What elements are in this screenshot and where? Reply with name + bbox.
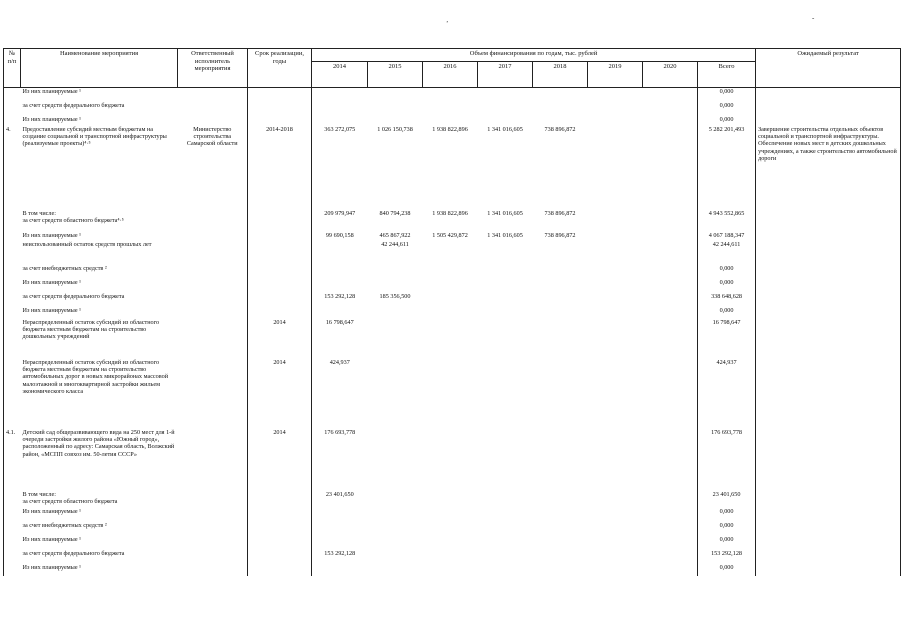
header-year-2016: 2016 [423,62,478,88]
header-year-2014: 2014 [312,62,368,88]
row-year-value: 153 292,128 [312,550,368,564]
row-year-value [478,536,533,550]
row-expected-result [756,522,901,536]
row-year-value [588,550,643,564]
row-year-value: 1 341 016,605 [487,125,523,133]
row-year-value [368,279,423,293]
row-year-value [368,265,423,279]
table-header [4,49,901,88]
table-row [4,508,901,522]
row-year-value [312,564,368,576]
row-year-value [533,508,588,522]
row-executor [178,279,248,293]
header-year-2020: 2020 [643,62,698,88]
row-expected-result [756,232,901,241]
row-year-value [533,564,588,576]
row-year-value [478,522,533,536]
table-row [4,210,901,232]
row-year-value [312,279,368,293]
row-executor [178,232,248,241]
row-total-value: 0,000 [698,116,756,126]
row-number [4,550,21,564]
row-year-value [588,88,643,102]
row-term [248,522,312,536]
row-term [248,116,312,126]
row-number [4,508,21,522]
row-year-value: 209 979,947 [312,210,368,232]
row-activity-name: Из них планируемые ¹ [22,535,81,543]
row-year-value [423,307,478,319]
table-row [4,116,901,126]
table-row [4,307,901,319]
row-year-value: 1 026 150,738 [377,125,413,133]
row-activity-name: В том числе: за счет средств областного бюджета⁴·⁵ [22,209,124,224]
row-year-value [478,359,533,429]
row-activity-name: Из них планируемые ¹ [22,88,81,95]
row-number [4,88,21,102]
row-year-value [478,293,533,307]
row-executor [178,359,248,429]
row-year-value [643,293,698,307]
row-expected-result [756,359,901,429]
row-year-value [643,319,698,359]
row-activity-name: за счет средств федерального бюджета [22,101,125,109]
row-year-value [643,307,698,319]
row-year-value [368,522,423,536]
row-activity-name: за счет средств федерального бюджета [22,292,125,300]
row-year-value [423,88,478,102]
row-executor [178,508,248,522]
row-year-value [368,536,423,550]
row-year-value [423,279,478,293]
row-year-value [312,265,368,279]
row-number: 4. [4,126,21,210]
row-number [4,265,21,279]
row-term: 2014 [248,429,312,491]
row-expected-result [756,491,901,508]
row-year-value [368,508,423,522]
row-year-value [423,359,478,429]
row-year-value: 424,937 [312,359,368,429]
row-expected-result [756,293,901,307]
table-row [4,293,901,307]
row-year-value [588,429,643,491]
header-term: Срок реализации, годы [248,49,312,88]
row-year-value [478,307,533,319]
row-number: 4.1. [4,429,21,491]
row-year-value [423,429,478,491]
row-year-value [478,116,533,126]
header-year-2019: 2019 [588,62,643,88]
row-total-value: 0,000 [698,564,756,576]
row-expected-result [756,536,901,550]
row-year-value [533,536,588,550]
row-year-value [588,102,643,116]
row-year-value [368,116,423,126]
row-term [248,279,312,293]
row-number [4,319,21,359]
row-year-value [478,319,533,359]
row-activity-name: В том числе: за счет средств областного бюджета [22,490,118,505]
row-year-value [368,102,423,116]
row-year-value [643,116,698,126]
row-year-value [312,116,368,126]
row-term: 2014-2018 [248,126,312,210]
row-year-value: 23 401,650 [312,491,368,508]
page-mark: ’ [446,20,449,28]
row-year-value [533,88,588,102]
row-executor [178,522,248,536]
row-year-value [533,429,588,491]
row-year-value: 1 341 016,605 [487,209,523,217]
row-total-value: 42 244,611 [698,241,756,265]
table-row [4,564,901,576]
row-year-value: 42 244,611 [381,240,409,248]
row-executor [178,491,248,508]
row-year-value [533,102,588,116]
row-activity-name: Из них планируемые ¹ [22,278,81,286]
row-executor [178,429,248,491]
row-total-value: 176 693,778 [698,429,756,491]
row-total-value: 0,000 [698,307,756,319]
table-row [4,491,901,508]
row-total-value: 0,000 [698,279,756,293]
row-year-value [312,522,368,536]
table-row [4,550,901,564]
row-year-value [478,241,533,265]
table-row [4,279,901,293]
row-year-value: 1 938 822,896 [432,209,468,217]
row-year-value [423,116,478,126]
row-year-value [423,491,478,508]
row-year-value [643,564,698,576]
table-row [4,126,901,210]
row-year-value: 363 272,075 [312,126,368,210]
row-expected-result [756,102,901,116]
row-year-value [643,491,698,508]
table-body [4,88,901,576]
row-number [4,307,21,319]
row-expected-result [756,307,901,319]
row-year-value: 16 798,647 [312,319,368,359]
row-total-value: 4 943 552,865 [698,210,756,232]
row-term [248,508,312,522]
header-funding: Объем финансирования по годам, тыс. рублей [312,49,756,62]
row-activity-name: Детский сад общеразвивающего вида на 250 мест для 1-й очереди застройки жилого района «Южный город», расположенный по адресу: Самарская область, Волжский район, «МСПП совхоз им. 50-летия СССР» [22,428,175,458]
row-year-value [368,491,423,508]
row-executor [178,550,248,564]
row-year-value [588,293,643,307]
row-executor [178,88,248,102]
row-expected-result: Завершение строительства отдельных объектов социальной и транспортной инфраструктуры. Обеспечение новых мест в детских дошкольных учреждениях, а также строительство автомобильной дороги [756,126,901,210]
row-expected-result [756,564,901,576]
row-activity-name: Из них планируемые ¹ [22,563,81,571]
row-activity-name: Из них планируемые ¹ [22,231,81,239]
row-total-value: 153 292,128 [698,550,756,564]
header-result: Ожидаемый результат [756,49,901,88]
header-num: № п/п [4,49,21,88]
row-number [4,522,21,536]
row-year-value [423,536,478,550]
row-year-value [588,522,643,536]
header-year-2015: 2015 [368,62,423,88]
row-year-value [533,241,588,265]
row-year-value [643,126,698,210]
funding-table [3,48,901,576]
row-activity-name: за счет внебюджетных средств ² [22,521,107,529]
row-activity-name: неиспользованный остаток средств прошлых лет [22,240,152,248]
row-year-value [423,293,478,307]
row-activity-name: Нераспределенный остаток субсидий из областного бюджета местным бюджетам на строительство дошкольных учреждений [22,318,160,341]
row-year-value [643,536,698,550]
row-year-value: 1 938 822,896 [432,125,468,133]
row-expected-result [756,210,901,232]
row-activity-name: Из них планируемые ¹ [22,115,81,123]
row-activity-name: Предоставление субсидий местным бюджетам на создание социальной и транспортной инфраструктуры (реализуемые проекты)⁴·⁵ [22,125,167,148]
row-expected-result [756,279,901,293]
row-number [4,241,21,265]
row-executor [178,293,248,307]
row-year-value [423,564,478,576]
header-year-2017: 2017 [478,62,533,88]
row-year-value: 176 693,778 [312,429,368,491]
row-year-value [312,508,368,522]
row-year-value [533,265,588,279]
row-year-value [643,279,698,293]
table-row [4,429,901,491]
row-year-value: 153 292,128 [312,293,368,307]
row-year-value [588,265,643,279]
row-total-value: 0,000 [698,522,756,536]
table-row [4,241,901,265]
row-year-value: 185 356,500 [379,292,411,300]
row-year-value [643,359,698,429]
row-term [248,564,312,576]
table-row [4,319,901,359]
row-term [248,102,312,116]
header-total: Всего [698,62,756,88]
row-year-value [533,359,588,429]
row-year-value [312,88,368,102]
row-number [4,232,21,241]
row-total-value: 5 282 201,493 [698,126,756,210]
row-year-value [478,491,533,508]
row-expected-result [756,241,901,265]
row-executor [178,265,248,279]
row-year-value [588,536,643,550]
row-year-value [643,265,698,279]
row-year-value [533,550,588,564]
row-year-value [368,88,423,102]
row-number [4,564,21,576]
row-year-value [588,359,643,429]
row-expected-result [756,550,901,564]
row-year-value: 840 794,238 [379,209,411,217]
row-term [248,550,312,564]
row-activity-name: Нераспределенный остаток субсидий из областного бюджета местным бюджетам на строительство автомобильных дорог в новых микрорайонах массовой малоэтажной и многоквартирной застройки жильем экономического класса [22,358,169,396]
row-executor [178,210,248,232]
table-row [4,359,901,429]
row-number [4,536,21,550]
row-year-value [423,508,478,522]
row-year-value [368,319,423,359]
row-executor [178,307,248,319]
row-executor [178,241,248,265]
row-number [4,102,21,116]
table-row [4,232,901,241]
row-term [248,88,312,102]
row-year-value [478,429,533,491]
row-year-value: 1 505 429,872 [432,231,468,239]
row-year-value [478,508,533,522]
row-year-value [643,522,698,536]
row-term [248,210,312,232]
row-total-value: 23 401,650 [698,491,756,508]
row-total-value: 338 648,628 [698,293,756,307]
row-year-value [368,307,423,319]
row-executor: Министерство строительства Самарской области [186,125,238,148]
row-year-value [312,536,368,550]
row-activity-name: за счет средств федерального бюджета [22,549,125,557]
row-year-value [643,508,698,522]
row-year-value [643,429,698,491]
row-year-value [533,307,588,319]
row-activity-name: за счет внебюджетных средств ² [22,264,107,272]
row-year-value [478,88,533,102]
row-expected-result [756,116,901,126]
row-term [248,232,312,241]
row-year-value [478,550,533,564]
row-executor [178,116,248,126]
row-executor [178,536,248,550]
row-number [4,116,21,126]
row-year-value [588,116,643,126]
row-total-value: 16 798,647 [698,319,756,359]
row-year-value [312,102,368,116]
table-row [4,522,901,536]
row-expected-result [756,429,901,491]
row-year-value [423,319,478,359]
row-year-value [588,307,643,319]
row-year-value [533,116,588,126]
row-term: 2014 [248,359,312,429]
row-year-value [312,241,368,265]
row-year-value [368,429,423,491]
row-year-value [588,564,643,576]
row-total-value: 0,000 [698,536,756,550]
row-executor [178,564,248,576]
row-year-value [423,522,478,536]
row-year-value: 1 341 016,605 [487,231,523,239]
row-year-value [643,210,698,232]
row-year-value [533,293,588,307]
row-year-value: 738 896,872 [544,125,576,133]
row-year-value: 465 867,922 [379,231,411,239]
row-year-value [588,126,643,210]
row-year-value [533,319,588,359]
header-executor: Ответственный исполнитель мероприятия [178,49,248,88]
row-year-value [643,550,698,564]
row-year-value [643,232,698,241]
row-term [248,307,312,319]
row-year-value [423,550,478,564]
row-term [248,491,312,508]
row-total-value: 424,937 [698,359,756,429]
row-year-value [368,550,423,564]
table-row [4,536,901,550]
row-year-value [423,241,478,265]
row-year-value [588,319,643,359]
row-year-value: 738 896,872 [544,231,576,239]
row-number [4,491,21,508]
row-year-value [533,491,588,508]
row-term [248,265,312,279]
row-year-value [643,102,698,116]
row-year-value [368,359,423,429]
header-name: Наименование мероприятия [21,49,178,88]
row-year-value [312,307,368,319]
row-total-value: 4 067 188,347 [698,232,756,241]
row-total-value: 0,000 [698,102,756,116]
row-year-value [588,279,643,293]
corner-mark: - [812,14,815,22]
row-total-value: 0,000 [698,88,756,102]
row-total-value: 0,000 [698,265,756,279]
row-year-value [423,102,478,116]
row-year-value [588,232,643,241]
row-year-value [533,522,588,536]
table-row [4,265,901,279]
row-year-value [478,265,533,279]
row-number [4,279,21,293]
table-row [4,102,901,116]
row-term [248,293,312,307]
row-expected-result [756,508,901,522]
row-activity-name: Из них планируемые ¹ [22,306,81,314]
row-year-value [478,279,533,293]
row-year-value [588,491,643,508]
row-year-value [478,564,533,576]
row-executor [178,102,248,116]
row-activity-name: Из них планируемые ¹ [22,507,81,515]
row-year-value [643,88,698,102]
row-year-value: 99 690,158 [312,232,368,241]
row-year-value [588,210,643,232]
row-term [248,241,312,265]
row-expected-result [756,88,901,102]
row-year-value [588,241,643,265]
row-number [4,359,21,429]
row-year-value [643,241,698,265]
row-term: 2014 [248,319,312,359]
row-executor [178,319,248,359]
table-row [4,88,901,102]
row-total-value: 0,000 [698,508,756,522]
row-term [248,536,312,550]
row-number [4,293,21,307]
row-number [4,210,21,232]
row-year-value [478,102,533,116]
row-year-value [588,508,643,522]
row-expected-result [756,319,901,359]
row-expected-result [756,265,901,279]
row-year-value: 738 896,872 [544,209,576,217]
row-year-value [423,265,478,279]
row-year-value [368,564,423,576]
row-year-value [533,279,588,293]
header-year-2018: 2018 [533,62,588,88]
